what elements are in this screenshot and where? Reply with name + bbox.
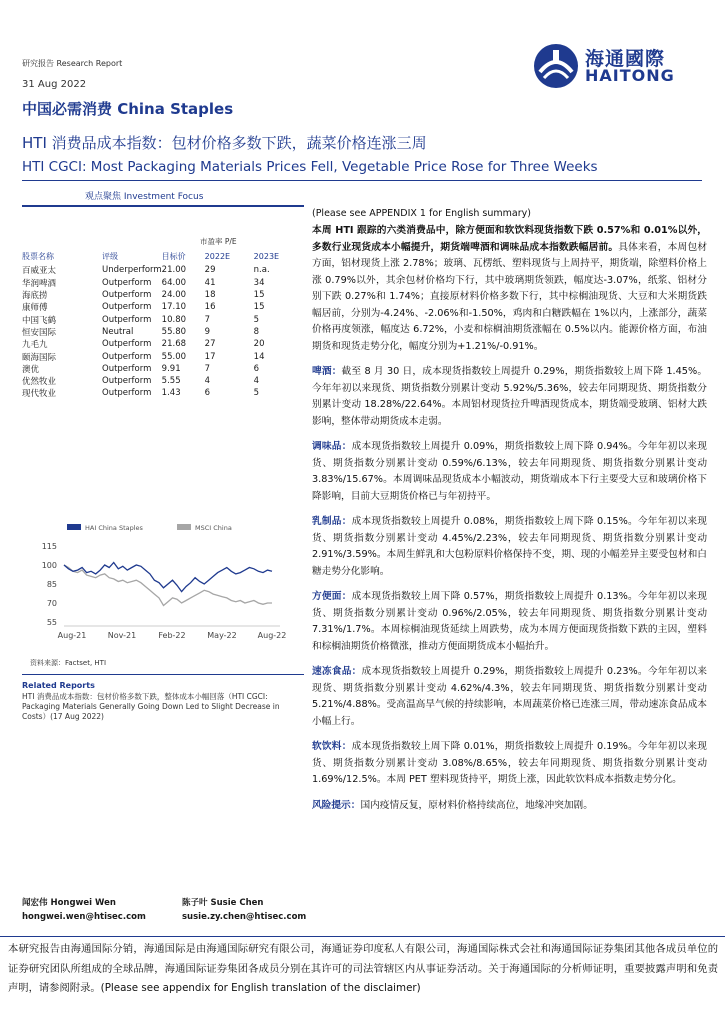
table-row	[22, 350, 294, 362]
stock-name: 颐海国际	[22, 352, 57, 363]
stock-pe-2022e: 7	[204, 314, 211, 325]
paragraph-highlight: 本周 HTI 跟踪的六类消费品中，除方便面和软饮料现货指数下跌 0.57%和 0.01%以外，多数行业现货成本小幅提升，期货端啤酒和调味品成本指数跌幅居前。	[312, 225, 707, 253]
col-header-2022e: 2022E	[204, 251, 231, 261]
stock-pe-2023e: 5	[253, 314, 260, 325]
table-row	[22, 313, 294, 325]
paragraph-label: 调味品：	[312, 441, 352, 452]
related-report-link[interactable]: HTI 消费品成本指数：包材价格多数下跌，整体成本小幅回落（HTI CGCI: Packaging Materials Generally Going Down Led to Slight Decrease in Costs）(17 Aug 2022)	[22, 692, 280, 721]
x-tick-label: Aug-21	[57, 631, 87, 640]
y-tick-label: 70	[46, 599, 57, 608]
paragraph-label: 方便面：	[312, 591, 352, 602]
table-row	[22, 264, 294, 276]
stock-rating: Outperform	[102, 388, 152, 399]
stock-pe-2023e: 34	[253, 277, 265, 288]
x-tick-label: Aug-22	[257, 631, 287, 640]
stock-rating: Outperform	[102, 290, 152, 301]
stock-pe-2022e: 18	[204, 290, 216, 301]
stock-pe-2023e: 15	[253, 302, 265, 313]
stock-pe-2023e: 4	[253, 376, 260, 387]
paragraph-text: 成本现货指数较上周下降 0.01%，期货指数较上周提升 0.19%。今年年初以来现货、期货指数分别累计变动 3.08%/8.65%，较去年同期现货、期货指数分别累计变动 1.69%/12.5%。本周 PET 塑料现货持平，期货上涨，因此软饮料成本指数走势分化。	[312, 741, 707, 785]
stock-rating: Outperform	[102, 351, 152, 362]
stock-rating: Outperform	[102, 339, 152, 350]
stock-name: 康师傅	[22, 303, 48, 314]
stock-rating: Underperform	[102, 265, 162, 276]
table-row	[22, 375, 294, 387]
series-line	[64, 565, 272, 606]
paragraph-text: 成本现货指数较上周提升 0.29%，期货指数较上周提升 0.23%。今年年初以来现货、期货指数分别累计变动 4.62%/4.3%，较去年同期现货、期货指数分别累计变动 5.21%/4.88%。受高温高旱气候的持续影响，本周蔬菜价格已连涨三周，带动速冻食品成本小幅上行。	[312, 666, 707, 727]
stock-target-price: 17.10	[161, 302, 187, 313]
stock-rating: Outperform	[102, 363, 152, 374]
paragraph-text: 成本现货指数较上周提升 0.09%，期货指数较上周下降 0.94%。今年年初以来现货、期货指数分别累计变动 0.59%/6.13%，较去年同期现货、期货指数分别累计变动 3.83%/15.67%。本周调味品现货成本小幅波动，期货端成本下行主要受大豆和玻璃价格下降影响，目前大豆期货价格已与年初持平。	[312, 441, 707, 502]
stock-pe-2022e: 9	[204, 326, 211, 337]
related-reports-heading: Related Reports	[22, 681, 95, 690]
stock-pe-2022e: 29	[204, 265, 216, 276]
investment-focus-label: 观点聚焦 Investment Focus	[85, 192, 204, 202]
footer-divider	[0, 936, 725, 937]
stock-pe-2022e: 41	[204, 277, 216, 288]
report-title-cn: HTI 消费品成本指数：包材价格多数下跌，蔬菜价格连涨三周	[22, 134, 427, 152]
title-divider	[22, 180, 702, 181]
y-tick-label: 115	[41, 542, 57, 551]
price-chart	[22, 518, 292, 648]
table-row	[22, 363, 294, 375]
stock-name: 华润啤酒	[22, 278, 57, 289]
stock-pe-2023e: 15	[253, 290, 265, 301]
stock-pe-2022e: 27	[204, 339, 216, 350]
stock-rating: Outperform	[102, 314, 152, 325]
table-row	[22, 277, 294, 289]
col-header-rating: 评级	[102, 251, 118, 261]
stock-rating: Outperform	[102, 376, 152, 387]
stock-pe-2023e: 8	[253, 326, 260, 337]
analysis-paragraph	[312, 589, 707, 655]
stock-target-price: 5.55	[161, 376, 181, 387]
x-tick-label: Feb-22	[158, 631, 186, 640]
analysis-paragraph	[312, 798, 707, 815]
legend-label: HAI China Staples	[85, 524, 143, 532]
analysis-body	[312, 223, 707, 823]
stock-pe-2023e: 6	[253, 363, 260, 374]
table-row	[22, 326, 294, 338]
stock-name: 九毛九	[22, 340, 48, 351]
stock-target-price: 55.80	[161, 326, 187, 337]
pe-header: 市盈率 P/E	[200, 237, 237, 246]
paragraph-label: 速冻食品：	[312, 666, 362, 677]
paragraph-label: 乳制品：	[312, 516, 352, 527]
stock-target-price: 10.80	[161, 314, 187, 325]
paragraph-text: 国内疫情反复，原材料价格持续高位，地缘冲突加剧。	[360, 799, 593, 811]
legend-swatch	[67, 524, 81, 530]
haitong-logo-icon	[532, 42, 580, 90]
chart-divider	[22, 674, 304, 675]
analysis-paragraph	[312, 223, 707, 355]
stock-name: 现代牧业	[22, 389, 57, 400]
stock-rating: Neutral	[102, 326, 134, 337]
table-row	[22, 387, 294, 399]
stock-rating-table	[22, 250, 294, 400]
focus-divider	[22, 205, 304, 207]
stock-target-price: 1.43	[161, 388, 181, 399]
paragraph-label: 软饮料：	[312, 741, 352, 752]
stock-pe-2023e: 20	[253, 339, 265, 350]
report-date: 31 Aug 2022	[22, 79, 87, 90]
col-header-target: 目标价	[161, 251, 186, 261]
stock-rating: Outperform	[102, 277, 152, 288]
logo-text-cn: 海通國際	[585, 48, 666, 70]
stock-pe-2022e: 4	[204, 376, 211, 387]
stock-name: 百威亚太	[22, 266, 57, 277]
table-row	[22, 301, 294, 313]
legend-label: MSCI China	[195, 524, 232, 532]
logo-text-en: HAITONG	[585, 66, 675, 85]
y-tick-label: 100	[41, 561, 57, 570]
paragraph-text: 成本现货指数较上周下降 0.57%，期货指数较上周提升 0.13%。今年年初以来现货、期货指数分别累计变动 0.96%/2.05%，较去年同期现货、期货指数分别累计变动 7.31%/1.7%。本周棕榈油现货延续上周跌势，成为本周方便面现货指数下跌的主因，塑料和棕榈油期货价格微涨，推动方便面期货成本小幅抬升。	[312, 591, 707, 652]
col-header-2023e: 2023E	[253, 251, 280, 261]
paragraph-text: 具体来看，本周包材方面，铝材现货上涨 2.78%；玻璃、瓦楞纸、塑料现货与上周持平，期货端，除塑料价格上涨 0.79%以外，其余包材价格均下行，其中玻璃期货领跌，幅度达-3.07%，纸浆、铝材分别下跌 0.27%和 1.74%；直接原材料价格多数下行，其中棕榈油现货、大豆和大米期货跌幅居前，分别为-4.24%、-2.06%和-1.50%，鸡肉和白糖跌幅在 1%以内，上涨部分，蔬菜价格再度领涨，幅度达 6.72%，小麦和棕榈油期货涨幅在 0.5%以内。能源价格方面，布油期货和现货走势分化，幅度分别为+1.21%/-0.91%。	[312, 241, 708, 352]
stock-target-price: 21.68	[161, 339, 187, 350]
table-row	[22, 338, 294, 350]
stock-target-price: 9.91	[161, 363, 181, 374]
analysis-paragraph	[312, 439, 707, 505]
disclaimer-text: 本研究报告由海通国际分销，海通国际是由海通国际研究有限公司，海通证券印度私人有限公司，海通国际株式会社和海通国际证券集团其他各成员单位的证券研究团队所组成的全球品牌，海通国际证券集团各成员分别在其许可的司法管辖区内从事证券活动。关于海通国际的分析师证明，重要披露声明和免责声明，请参阅附录。(Please see appendix for English translation of the disclaimer)	[8, 943, 718, 994]
stock-pe-2023e: 5	[253, 388, 260, 399]
table-row	[22, 289, 294, 301]
document-type: 研究报告 Research Report	[22, 59, 123, 68]
stock-target-price: 24.00	[161, 290, 187, 301]
stock-rating: Outperform	[102, 302, 152, 313]
stock-pe-2023e: n.a.	[253, 265, 270, 276]
report-title-en: HTI CGCI: Most Packaging Materials Prices Fell, Vegetable Price Rose for Three Weeks	[22, 159, 598, 175]
col-header-name: 股票名称	[22, 251, 54, 261]
paragraph-label: 风险提示：	[312, 799, 361, 811]
paragraph-text: 成本现货指数较上周提升 0.08%，期货指数较上周下降 0.15%。今年年初以来现货、期货指数分别累计变动 4.45%/2.23%，较去年同期现货、期货指数分别累计变动 2.91%/3.59%。本周生鲜乳和大包粉原料价格保持不变，期、现的小幅差异主要受包材和白糖走势分化影响。	[312, 516, 707, 577]
stock-name: 海底捞	[22, 291, 48, 302]
sector-title: 中国必需消费 China Staples	[22, 100, 234, 118]
stock-pe-2022e: 16	[204, 302, 216, 313]
x-tick-label: Nov-21	[107, 631, 137, 640]
stock-pe-2022e: 17	[204, 351, 216, 362]
legend-swatch	[177, 524, 191, 530]
stock-target-price: 55.00	[161, 351, 187, 362]
author-email[interactable]: susie.zy.chen@htisec.com	[182, 912, 307, 922]
stock-name: 中国飞鹤	[22, 315, 57, 326]
english-summary-note: (Please see APPENDIX 1 for English summary)	[312, 208, 531, 219]
y-tick-label: 55	[46, 618, 57, 627]
stock-pe-2022e: 6	[204, 388, 211, 399]
analysis-paragraph	[312, 514, 707, 580]
stock-name: 澳优	[22, 364, 40, 375]
chart-source: 资料来源：Factset, HTI	[30, 659, 107, 667]
analysis-paragraph	[312, 664, 707, 730]
stock-name: 优然牧业	[22, 377, 57, 388]
y-tick-label: 85	[46, 580, 57, 589]
stock-target-price: 64.00	[161, 277, 187, 288]
analysis-paragraph	[312, 364, 707, 430]
stock-pe-2023e: 14	[253, 351, 265, 362]
paragraph-label: 啤酒：	[312, 366, 342, 377]
author-name: 闻宏伟 Hongwei Wen	[22, 898, 116, 908]
stock-target-price: 21.00	[161, 265, 187, 276]
author-email[interactable]: hongwei.wen@htisec.com	[22, 912, 146, 922]
author-block	[22, 896, 146, 924]
paragraph-text: 截至 8 月 30 日，成本现货指数较上周提升 0.29%，期货指数较上周下降 1.45%。今年年初以来现货、期货指数分别累计变动 5.92%/5.36%，较去年同期现货、期货指数分别累计变动 18.28%/22.64%。本周铝材现货拉升啤酒现货成本，期货端受玻璃、铝材大跌影响，整体带动期货成本走弱。	[312, 366, 708, 427]
analysis-paragraph	[312, 739, 707, 789]
stock-pe-2022e: 7	[204, 363, 211, 374]
stock-name: 恒安国际	[22, 327, 57, 338]
x-tick-label: May-22	[207, 631, 237, 640]
author-name: 陈子叶 Susie Chen	[182, 898, 264, 908]
table-header-row	[22, 250, 294, 264]
author-block	[182, 896, 306, 924]
